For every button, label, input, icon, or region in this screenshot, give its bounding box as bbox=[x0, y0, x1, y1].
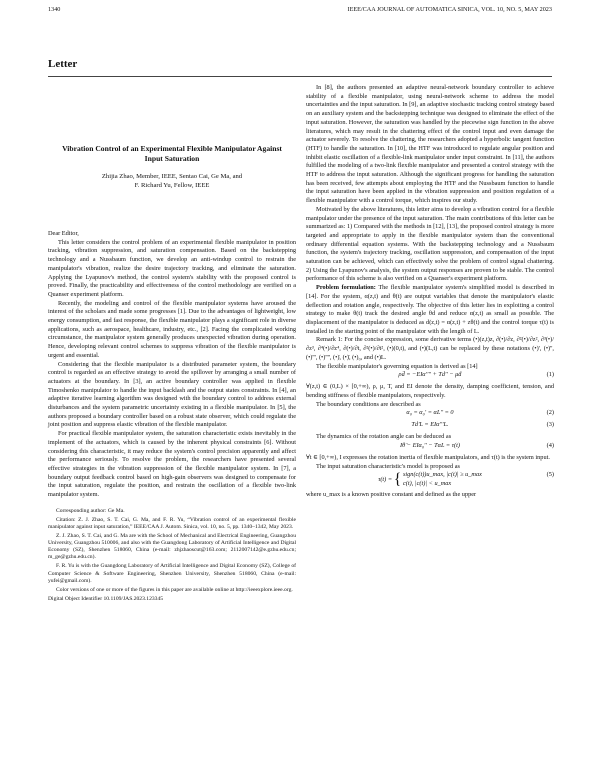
paragraph: Motivated by the above literatures, this letter aims to develop a vibration control for a flexible manipulator under the presence of the input saturation. The main contributions of this letter can be summarized as: 1) Compared with the methods in [12], [13], the proposed control strategy is more targeted and appropriate to apply in the flexible manipulator system than the conventional ordinary differential equation systems. With the backstepping technology and a Nussbaum function, the system's trajectory tracking, oscillation suppression, and compensation of the input saturation can be achieved, which can effectively solve the problem of control signal chattering. 2) Using the Lyapunov's analysis, the system output responses are proven to be stable. The control performance of this scheme is also verified on a Quanser's experiment platform. bbox=[306, 205, 554, 283]
problem-heading: Problem formulation: bbox=[316, 284, 376, 292]
equation-5-lhs: τ(t) = bbox=[378, 476, 393, 484]
footnote: Corresponding author: Ge Ma. bbox=[56, 507, 125, 514]
left-column bbox=[48, 84, 296, 605]
remark: Remark 1: For the concise expression, some derivative terms (•)(z,t)z, ∂(•)/∂z, ∂²(•)/∂z², ∂³(•)/∂z³, ∂⁴(•)/∂z⁴, ∂(•)/∂t, ∂²(•)/∂t², (•)(0,t), and (•)(L,t) can be replaced by these notations (•)', (•)'', (•)''', (•)'''', (•)̇, (•)̈, (•)₀, and (•)L. bbox=[306, 336, 554, 361]
paragraph: For practical flexible manipulator system, the saturation characteristic exists inevitably in the implement of the actuators, which is caused by the inherent physical constraints [6]. Without considering this characteristic, it may reduce the system's control precision apparently and affect the performance seriously. To resolve the problem, the researchers have presented several effective strategies in the vibration suppression of the flexible manipulator system. In [7], a boundary output feedback control based on high-gain observers was designed to compensate for the input saturation, regulate the position, and restrain the oscillation of a flexible two-link manipulator system. bbox=[48, 430, 296, 499]
paper-title: Vibration Control of an Experimental Flexible Manipulator Against Input Saturation bbox=[62, 144, 282, 163]
dynamics-intro: The dynamics of the rotation angle can be deduced as bbox=[316, 433, 452, 441]
footnote: Citation: Z. J. Zhao, S. T. Cai, G. Ma, and F. R. Yu, “Vibration control of an experimental flexible manipulator against input saturation,” IEEE/CAA J. Autom. Sinica, vol. 10, no. 5, pp. 1340–1342, May 2023. bbox=[48, 516, 296, 530]
equation-1-description: ∀(z,t) ∈ (0,L) × [0,+∞), ρ, μ, T, and EI denote the density, damping coefficient, tension, and bending stiffness of flexible manipulators, respectively. bbox=[306, 383, 554, 399]
footnotes bbox=[48, 508, 296, 603]
equation-4-description: ∀t ∈ [0,+∞), I expresses the rotation inertia of flexible manipulators, and τ(t) is the system input. bbox=[306, 454, 550, 462]
running-header bbox=[48, 6, 552, 18]
paragraph: Recently, the modeling and control of the flexible manipulator systems have aroused the interest of the scholars and made some progresses [1]. Due to the advantages of lightweight, low energy consumption, and fast response, the flexible manipulator plays a significant role in diverse applications, such as aerospace, healthcare, industry, etc., [2]. Facing the complicated working circumstance, the manipulator system generally produces unexpected vibration during operation. Hence, developing relevant control schemes to suppress vibration of the flexible manipulator is urgent and essential. bbox=[48, 299, 296, 359]
equation-1-number: (1) bbox=[546, 371, 554, 379]
author-block bbox=[48, 172, 296, 190]
section-label: Letter bbox=[48, 58, 78, 70]
page-number: 1340 bbox=[48, 6, 61, 13]
equation-5-number: (5) bbox=[546, 471, 554, 479]
equation-4-number: (4) bbox=[546, 442, 554, 450]
paragraph: This letter considers the control problem of an experimental flexible manipulator in position tracking, vibration suppression, and saturation compensation. Based on the backstepping technology and a Nussbaum function, we develop an anti-windup control to restrain the manipulator's vibration, realize the desire trajectory tracking, and eliminate the saturation. Applying the Lyapunov's method, the control system's stability with the proposed control is proved. Finally, the practicability and effectiveness of the control methodology are verified on a Quanser experiment platform. bbox=[48, 238, 296, 298]
salutation: Dear Editor, bbox=[48, 230, 79, 237]
right-column bbox=[306, 84, 554, 500]
saturation-intro: The input saturation characteristic's model is proposed as bbox=[316, 462, 460, 470]
equation-5-case-2: c(t), |c(t)| < u_max bbox=[402, 480, 452, 488]
paragraph: Considering that the flexible manipulator is a distributed parameter system, the boundary control is regarded as an effective strategy to avoid the spillover by arranging a small number of actuators at the boundary. In [3], an active boundary controller was applied in flexible Timoshenko manipulator to handle the input backlash and the output states constraints. In [4], an adaptive iterative learning algorithm was designed with the boundary control to address external disturbances and the system parametric uncertainty existing in a flexible manipulator. In [5], the authors proposed a boundary controller based on a robust state observer, which could regulate the joint position and suppress elastic vibration of the flexible manipulator. bbox=[48, 360, 296, 429]
problem-formulation bbox=[306, 284, 554, 336]
footnote: Z. J. Zhao, S. T. Cai, and G. Ma are with the School of Mechanical and Electrical Engineering, Guangzhou University, Guangzhou 510006, and also with the Guangdong Laboratory of Artificial Intelligence and Digital Economy (SZ), Shenzhen 518060, China (e-mail: zhjzhaoscut@163.com; 2112007142@e.gzhu.edu.cn; m_ge@gzhu.edu.cn). bbox=[48, 533, 296, 561]
doi[interactable]: Digital Object Identifier 10.1109/JAS.2023.123345 bbox=[48, 595, 164, 602]
equation-5 bbox=[306, 471, 554, 491]
equation-4-body: Iθ̈ − EIα₀'' − TαL = τ(t) bbox=[400, 442, 460, 450]
authors-line-2: F. Richard Yu, Fellow, IEEE bbox=[134, 182, 210, 189]
equation-2-body: α₀ = α₀' = αL'' = 0 bbox=[406, 409, 454, 417]
governing-intro: The flexible manipulator's governing equation is derived as [14] bbox=[316, 362, 478, 370]
footnote: Color versions of one or more of the figures in this paper are available online at http://ieeexplore.ieee.org. bbox=[56, 586, 293, 593]
equation-1 bbox=[306, 371, 554, 383]
footnote: F. R. Yu is with the Guangdong Laboratory of Artificial Intelligence and Digital Economy (SZ), College of Computer Science & Software Engineering, Shenzhen University, Shenzhen 518060, China (e-mail: yufei@gmail.com). bbox=[48, 563, 296, 584]
equation-5-cases bbox=[403, 471, 482, 488]
equation-5-case-1: sign(c(t))u_max, |c(t)| ≥ u_max bbox=[402, 471, 482, 479]
equation-4 bbox=[306, 442, 554, 454]
equation-3-body: Td'L = EIα'''L. bbox=[411, 421, 449, 429]
paragraph: In [8], the authors presented an adaptive neural-network boundary controller to achieve stability of a flexible manipulator, using neural-network scheme to address the model uncertainties and the input saturation. In [9], an adaptive stochastic tracking control strategy based on an auxiliary system and the backstepping technique was designed to eliminate the effect of the input saturation. However, the saturation was handled by the piecewise sign function in the above literatures, which may result in the chattering effect of the control input and even damage the actuator severely. To resolve the chattering, the researchers adopted a hyperbolic tangent function (HTF) to handle the saturation. In [10], the HTF was introduced to regulate angular position and inhibit elastic oscillation of a flexible-link manipulator under input constraint. In [11], the authors fulfilled the modeling of a two-link flexible manipulator and presented a control strategy with the HTF to address the input saturation. Although the significant progress for handling the saturation has been received, few attempts about employing the HTF and the Nussbaum function to handle the input saturation have been applied in the vibration suppression and position regulation of a flexible manipulator with a control torque, which inspires our study. bbox=[306, 84, 554, 205]
boundary-intro: The boundary conditions are described as bbox=[316, 400, 421, 408]
equation-1-body: ρd̈ = −EIα'''' + Td'' − μḋ bbox=[398, 371, 462, 379]
journal-name: IEEE/CAA JOURNAL OF AUTOMATICA SINICA, VOL. 10, NO. 5, MAY 2023 bbox=[347, 6, 552, 13]
brace: { bbox=[393, 470, 402, 488]
equation-3-number: (3) bbox=[546, 421, 554, 429]
header-divider bbox=[48, 76, 552, 77]
equation-3 bbox=[306, 421, 554, 433]
equation-2-number: (2) bbox=[546, 409, 554, 417]
closing-line: where u_max is a known positive constant and defined as the upper bbox=[306, 491, 477, 499]
authors-line-1: Zhijia Zhao, Member, IEEE, Sentao Cai, Ge Ma, and bbox=[101, 173, 243, 180]
equation-2 bbox=[306, 409, 554, 421]
problem-text: The flexible manipulator system's simplified model is described in [14]. For the system, α(z,t) and θ(t) are output variables that denote the manipulator's elastic deflection and rotation angle, respectively. The objective of this letter lies in exploiting a control strategy to make θ(t) track the desired angle θd and reduce α(z,t) as small as possible. The displacement of the manipulator is deduced as d(z,t) = α(z,t) + zθ(t) and the control torque τ(t) is installed in the starting point of the manipulator with the length of L. bbox=[306, 284, 554, 335]
